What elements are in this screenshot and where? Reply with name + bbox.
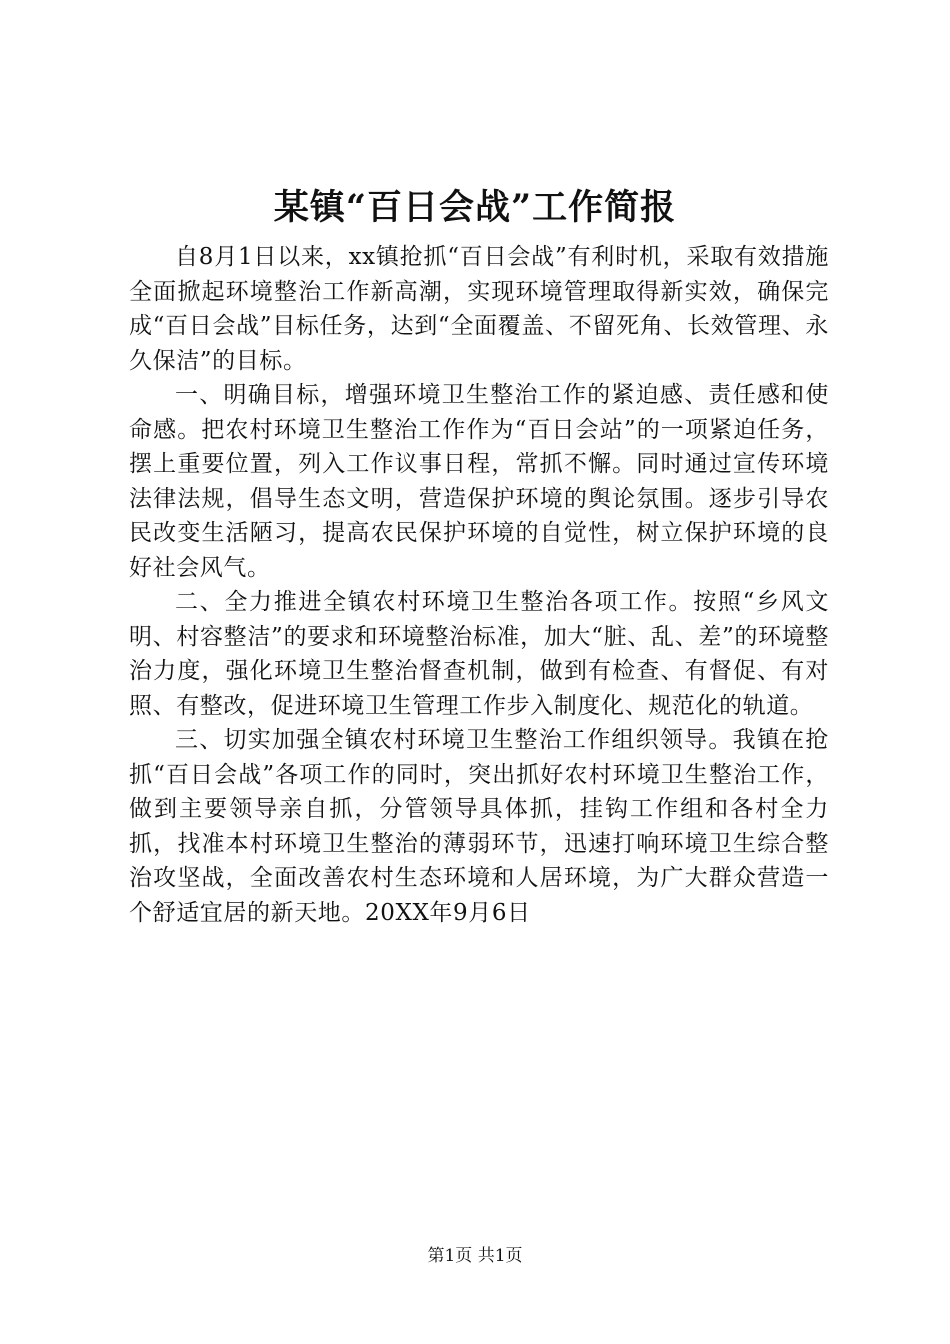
paragraph-section-one: 一、明确目标，增强环境卫生整治工作的紧迫感、责任感和使命感。把农村环境卫生整治工作作为“百日会站”的一项紧迫任务，摆上重要位置，列入工作议事日程，常抓不懈。同时通过宣传环境法律法规，倡导生态文明，营造保护环境的舆论氛围。逐步引导农民改变生活陋习，提高农民保护环境的自觉性，树立保护环境的良好社会风气。 xyxy=(129,382,829,581)
paragraph-section-three: 三、切实加强全镇农村环境卫生整治工作组织领导。我镇在抢抓“百日会战”各项工作的同时，突出抓好农村环境卫生整治工作，做到主要领导亲自抓，分管领导具体抓，挂钩工作组和各村全力抓，找准本村环境卫生整治的薄弱环节，迅速打响环境卫生综合整治攻坚战，全面改善农村生态环境和人居环境，为广大群众营造一个舒适宜居的新天地。20XX年9月6日 xyxy=(129,727,829,926)
paragraph-intro: 自8月1日以来，xx镇抢抓“百日会战”有利时机，采取有效措施全面掀起环境整治工作新高潮，实现环境管理取得新实效，确保完成“百日会战”目标任务，达到“全面覆盖、不留死角、长效管理、永久保洁”的目标。 xyxy=(129,244,829,374)
page-footer: 第1页 共1页 xyxy=(427,1246,523,1266)
document-body xyxy=(129,240,829,930)
document-title: 某镇“百日会战”工作简报 xyxy=(273,187,677,228)
paragraph-section-two: 二、全力推进全镇农村环境卫生整治各项工作。按照“乡风文明、村容整洁”的要求和环境整治标准，加大“脏、乱、差”的环境整治力度，强化环境卫生整治督查机制，做到有检查、有督促、有对照、有整改，促进环境卫生管理工作步入制度化、规范化的轨道。 xyxy=(129,589,829,719)
